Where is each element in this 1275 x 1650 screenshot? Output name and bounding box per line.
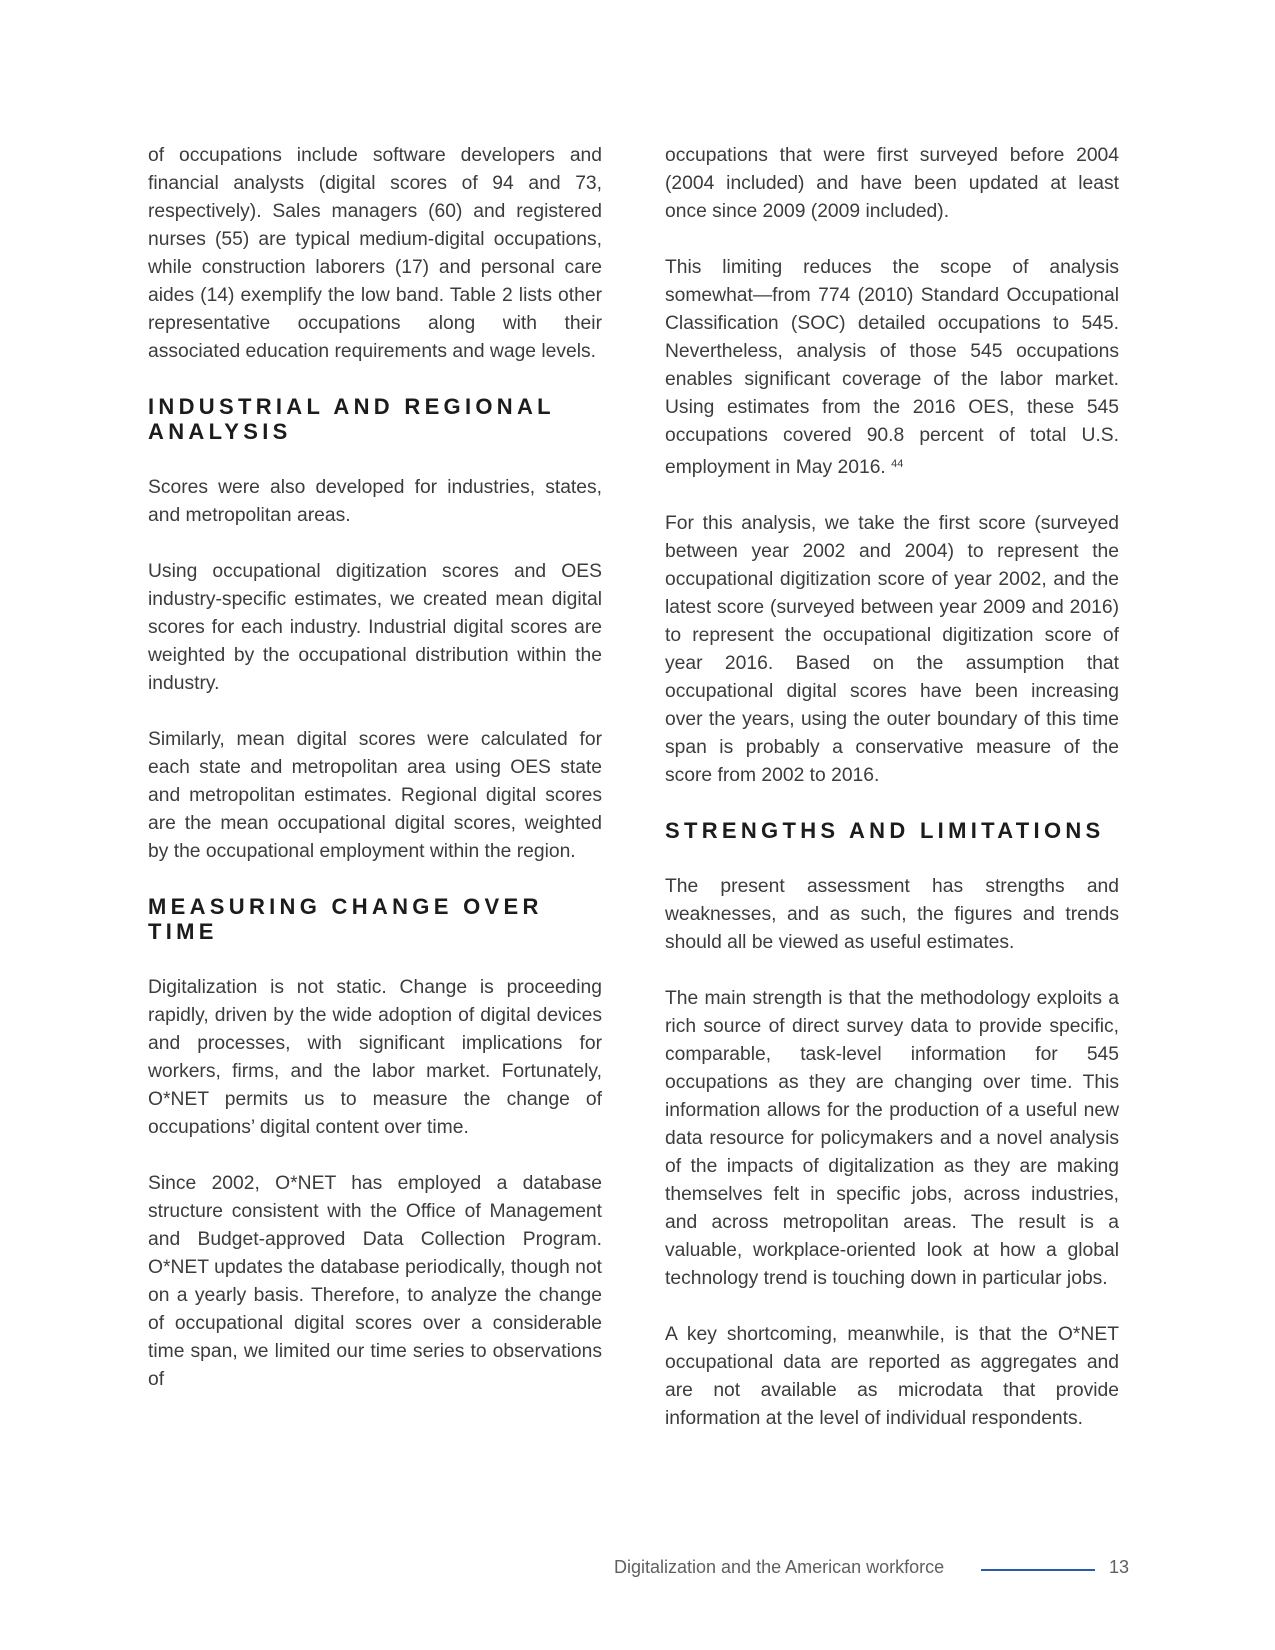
left-paragraph-1: of occupations include software developers and financial analysts (digital scores of 94 and 73, respectively). Sales managers (60) and registered nurses (55) are typical medium-digital occupations, while construction laborers (17) and personal care aides (14) exemplify the low band. Table 2 lists other representative occupations along with their associated education requirements and wage levels. [148,145,602,362]
page-number: 13 [1109,1557,1130,1577]
right-paragraph-2-text: This limiting reduces the scope of analysis somewhat—from 774 (2010) Standard Occupational Classification (SOC) detailed occupations to 545. Nevertheless, analysis of those 545 occupations enables significant coverage of the labor market. Using estimates from the 2016 OES, these 545 occupations covered 90.8 percent of total U.S. employment in May 2016. [665,257,1119,478]
left-paragraph-4: Similarly, mean digital scores were calculated for each state and metropolitan area using OES state and metropolitan estimates. Regional digital scores are the mean occupational digital scores, weighted by the occupational employment within the region. [148,729,602,862]
left-paragraph-5: Digitalization is not static. Change is proceeding rapidly, driven by the wide adoption of digital devices and processes, with significant implications for workers, firms, and the labor market. Fortunately, O*NET permits us to measure the change of occupations’ digital content over time. [148,977,602,1138]
left-paragraph-3: Using occupational digitization scores and OES industry-specific estimates, we created mean digital scores for each industry. Industrial digital scores are weighted by the occupational distribution within the industry. [148,561,602,694]
right-paragraph-3: For this analysis, we take the first score (surveyed between year 2002 and 2004) to represent the occupational digitization score of year 2002, and the latest score (surveyed between year 2009 and 2016) to represent the occupational digitization score of year 2016. Based on the assumption that occupational digital scores have been increasing over the years, using the outer boundary of this time span is probably a conservative measure of the score from 2002 to 2016. [665,513,1119,786]
heading-measuring-change: MEASURING CHANGE OVER TIME [148,894,543,944]
right-paragraph-2 [665,254,1119,482]
heading-industrial-regional-analysis: INDUSTRIAL AND REGIONAL ANALYSIS [148,394,555,444]
heading-strengths-limitations: STRENGTHS AND LIMITATIONS [665,818,1105,843]
right-paragraph-1: occupations that were first surveyed before 2004 (2004 included) and have been updated at least once since 2009 (2009 included). [665,145,1119,222]
left-paragraph-6: Since 2002, O*NET has employed a database structure consistent with the Office of Management and Budget-approved Data Collection Program. O*NET updates the database periodically, though not on a yearly basis. Therefore, to analyze the change of occupational digital scores over a considerable time span, we limited our time series to observations of [148,1173,602,1390]
footer-title: Digitalization and the American workforce [614,1557,945,1577]
left-paragraph-2: Scores were also developed for industries, states, and metropolitan areas. [148,477,602,526]
left-column [148,142,602,1422]
page-footer [614,1555,1130,1585]
footer-rule [981,1569,1095,1571]
right-paragraph-5: The main strength is that the methodology exploits a rich source of direct survey data to provide specific, comparable, task-level information for 545 occupations as they are changing over time. This information allows for the production of a useful new data resource for policymakers and a novel analysis of the impacts of digitalization as they are making themselves felt in specific jobs, across industries, and across metropolitan areas. The result is a valuable, workplace-oriented look at how a global technology trend is touching down in particular jobs. [665,988,1119,1289]
footnote-marker: 44 [891,458,904,470]
right-column [665,142,1119,1461]
right-paragraph-6: A key shortcoming, meanwhile, is that the O*NET occupational data are reported as aggregates and are not available as microdata that provide information at the level of individual respondents. [665,1324,1119,1429]
right-paragraph-4: The present assessment has strengths and weaknesses, and as such, the figures and trends should all be viewed as useful estimates. [665,876,1119,953]
